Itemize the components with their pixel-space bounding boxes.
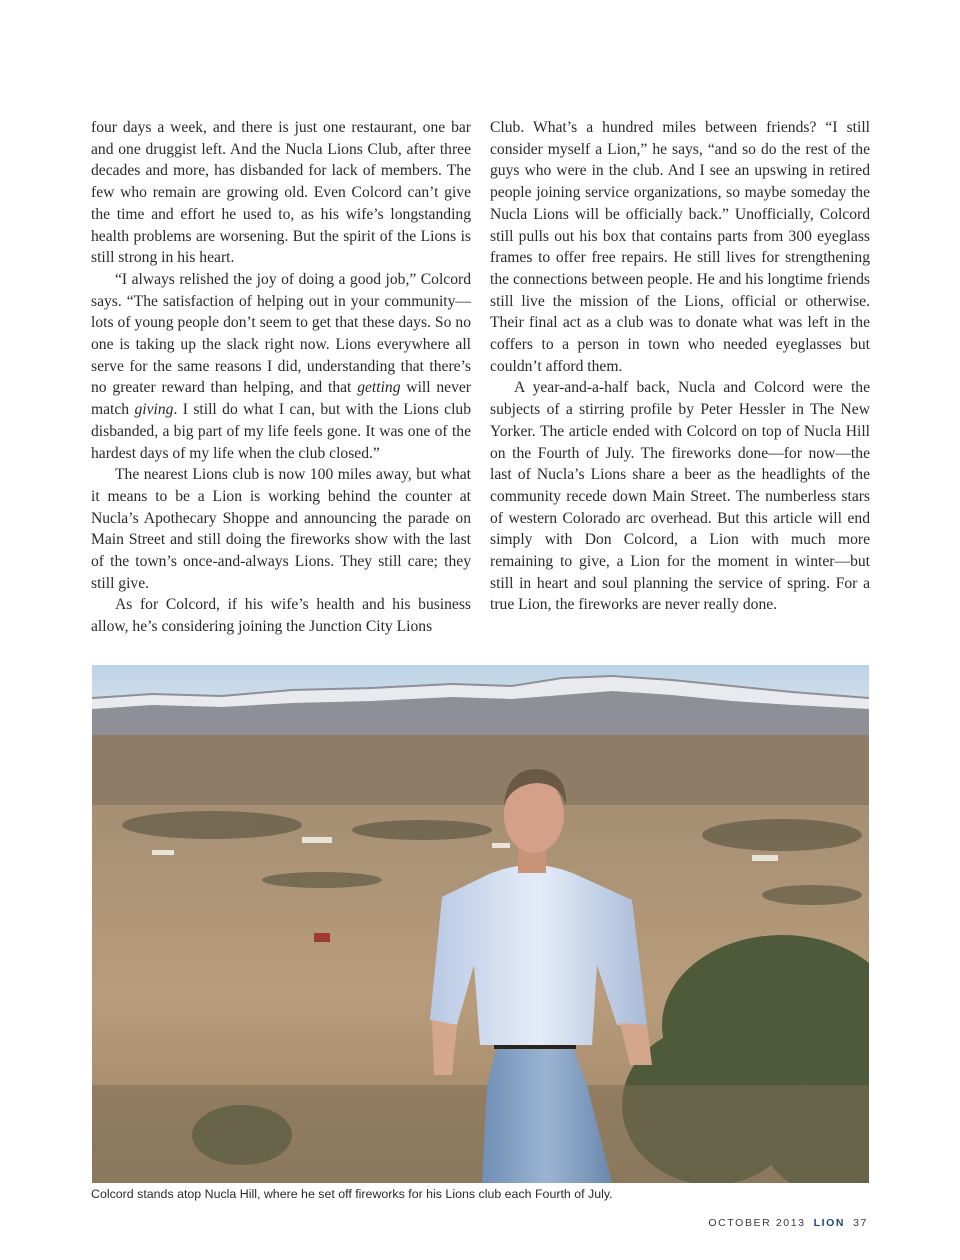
distant-foothills — [92, 735, 869, 805]
page-number: 37 — [853, 1217, 868, 1229]
paragraph: four days a week, and there is just one restaurant, one bar and one druggist left. And the Nucla Lions Club, after three decades and more, has disbanded for lack of members. The few who remain are growing old. Even Colcord can’t give the time and effort he used to, as his wife’s longstanding health problems are worsening. But the spirit of the Lions is still strong in his heart. — [91, 119, 471, 267]
paragraph-quote — [91, 269, 471, 464]
article-column-right — [490, 117, 870, 616]
photo-caption: Colcord stands atop Nucla Hill, where he set off fireworks for his Lions club each Fourth of July. — [91, 1187, 613, 1201]
paragraph: A year-and-a-half back, Nucla and Colcord were the subjects of a stirring profile by Peter Hessler in The New Yorker. The article ended with Colcord on top of Nucla Hill on the Fourth of July. The fireworks done—for now—the last of Nucla’s Lions share a beer as the headlights of the community recede down Main Street. The numberless stars of western Colorado arc overhead. But this article will end simply with Don Colcord, a Lion with much more remaining to give, a Lion for the moment in winter—but still in heart and soul planning the service of spring. For a true Lion, the fireworks are never really done. — [490, 379, 870, 614]
emphasis-giving: giving — [134, 401, 174, 419]
emphasis-getting: getting — [357, 379, 401, 397]
issue-date: OCTOBER 2013 — [708, 1217, 806, 1229]
red-barn — [314, 933, 330, 942]
quote-text: “I always relished the joy of doing a good job,” Colcord says. “The satisfaction of helping out in your community—lots of young people don’t seem to get that these days. So no one is taking up the slack right now. Lions everywhere all serve for the same reasons I did, understanding that there’s no greater reward than helping, and that — [91, 270, 471, 397]
page-footer — [708, 1217, 868, 1229]
article-photo — [92, 665, 869, 1183]
magazine-name: LION — [813, 1217, 846, 1229]
sagebrush-foreground — [92, 1085, 869, 1183]
quote-text: . I still do what I can, but with the Lions club disbanded, a big part of my life feels gone. It was one of the hardest days of my life when the club closed.” — [91, 401, 472, 462]
paragraph: The nearest Lions club is now 100 miles away, but what it means to be a Lion is working behind the counter at Nucla’s Apothecary Shoppe and announcing the parade on Main Street and still doing the fireworks show with the last of the town’s once-and-always Lions. They still care; they still give. — [91, 466, 471, 592]
photo-illustration — [92, 665, 869, 1183]
article-column-left — [91, 117, 471, 638]
paragraph: Club. What’s a hundred miles between friends? “I still consider myself a Lion,” he says, “and so do the rest of the guys who were in the club. And I see an upswing in retired people joining service organizations, so maybe someday the Nucla Lions will be officially back.” Unofficially, Colcord still pulls out his box that contains parts from 300 eyeglass frames to offer free repairs. He still lives for strengthening the connections between people. He and his longtime friends still live the mission of the Lions, official or otherwise. Their final act as a club was to donate what was left in the coffers to a person in town who needed eyeglasses but couldn’t afford them. — [490, 119, 870, 375]
quote-text: will never match — [91, 379, 471, 419]
paragraph: As for Colcord, if his wife’s health and his business allow, he’s considering joining the Junction City Lions — [91, 596, 471, 636]
